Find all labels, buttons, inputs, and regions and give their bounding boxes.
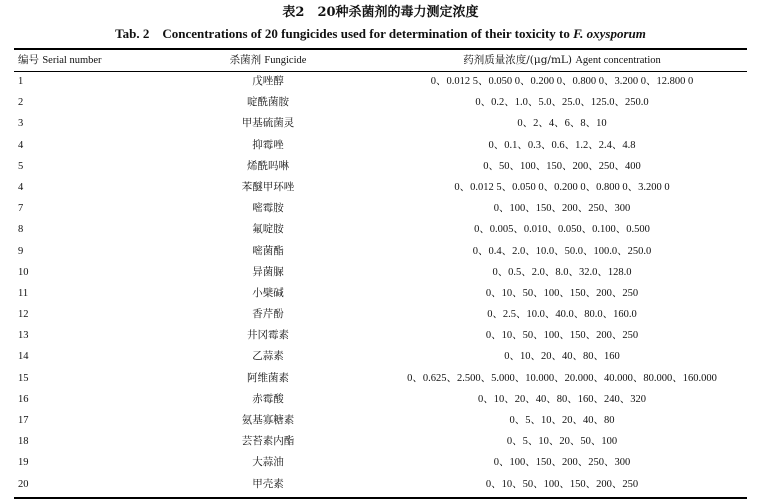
concentration-cell: 0、10、50、100、150、200、250 xyxy=(485,287,639,299)
concentration-cell: 0、0.1、0.3、0.6、1.2、2.4、4.8 xyxy=(488,139,636,151)
table-row xyxy=(0,262,761,283)
header-concentration-cn: 药剂质量浓度/(μg/mL) xyxy=(463,54,572,66)
serial-cell: 11 xyxy=(18,287,29,299)
table-title-species: F. oxysporum xyxy=(573,26,646,41)
serial-cell: 10 xyxy=(18,266,29,278)
header-fungicide-cn: 杀菌剂 xyxy=(229,54,262,66)
serial-cell: 16 xyxy=(18,393,29,405)
concentration-cell: 0、0.5、2.0、8.0、32.0、128.0 xyxy=(492,266,632,278)
fungicide-cell: 芸苔素内酯 xyxy=(241,435,295,448)
serial-cell: 13 xyxy=(18,330,29,342)
header-concentration xyxy=(406,53,718,68)
table-bottom-rule xyxy=(14,497,747,499)
header-fungicide-en: Fungicide xyxy=(264,55,307,66)
table-row xyxy=(0,431,761,452)
concentration-cell: 0、50、100、150、200、250、400 xyxy=(483,160,641,172)
table-row xyxy=(0,474,761,495)
fungicide-cell: 戊唑醇 xyxy=(252,75,284,87)
table-row xyxy=(0,389,761,410)
table-row xyxy=(0,71,761,92)
fungicide-cell: 阿维菌素 xyxy=(247,371,289,384)
table-row xyxy=(0,241,761,262)
fungicide-cell: 异菌脲 xyxy=(252,265,284,278)
concentration-cell: 0、2、4、6、8、10 xyxy=(517,118,607,130)
table-row xyxy=(0,452,761,473)
table-top-rule xyxy=(14,48,747,50)
header-concentration-en: Agent concentration xyxy=(575,55,661,66)
table-row xyxy=(0,177,761,198)
table-row xyxy=(0,156,761,177)
serial-cell: 19 xyxy=(18,457,29,469)
concentration-cell: 0、100、150、200、250、300 xyxy=(493,457,631,469)
table-row xyxy=(0,346,761,367)
serial-cell: 4 xyxy=(18,139,24,151)
fungicide-cell: 嘧菌酯 xyxy=(252,244,284,257)
serial-cell: 2 xyxy=(18,97,24,109)
fungicide-cell: 嘧霉胺 xyxy=(252,202,284,215)
table-row xyxy=(0,283,761,304)
concentration-cell: 0、5、10、20、40、80 xyxy=(509,415,615,426)
table-row xyxy=(0,113,761,134)
table-title-english xyxy=(0,26,761,42)
fungicide-cell: 烯酰吗啉 xyxy=(247,159,289,172)
concentration-cell: 0、100、150、200、250、300 xyxy=(493,203,631,215)
table-row xyxy=(0,304,761,325)
fungicide-cell: 井冈霉素 xyxy=(247,329,289,342)
serial-cell: 7 xyxy=(18,203,24,215)
table-row xyxy=(0,219,761,240)
fungicide-cell: 甲基硫菌灵 xyxy=(241,117,295,130)
concentration-cell: 0、0.4、2.0、10.0、50.0、100.0、250.0 xyxy=(472,245,652,257)
fungicide-cell: 氨基寡糖素 xyxy=(241,414,295,426)
table-row xyxy=(0,410,761,431)
serial-cell: 3 xyxy=(18,118,24,130)
concentration-cell: 0、0.012 5、0.050 0、0.200 0、0.800 0、3.200 0、12.800 0 xyxy=(430,76,694,87)
table-row xyxy=(0,325,761,346)
concentration-cell: 0、10、50、100、150、200、250 xyxy=(485,478,639,490)
concentration-cell: 0、0.005、0.010、0.050、0.100、0.500 xyxy=(474,224,650,236)
fungicide-cell: 苯醚甲环唑 xyxy=(241,180,295,193)
fungicide-cell: 啶酰菌胺 xyxy=(247,96,289,109)
concentration-cell: 0、10、20、40、80、160、240、320 xyxy=(478,393,646,405)
serial-cell: 4 xyxy=(18,181,24,193)
fungicide-cell: 赤霉酸 xyxy=(252,392,284,405)
serial-cell: 20 xyxy=(18,478,29,490)
concentration-cell: 0、5、10、20、50、100 xyxy=(506,436,618,448)
table-row xyxy=(0,135,761,156)
table-row xyxy=(0,198,761,219)
concentration-cell: 0、0.2、1.0、5.0、25.0、125.0、250.0 xyxy=(475,97,649,109)
fungicide-cell: 大蒜油 xyxy=(252,456,284,469)
header-serial-en: Serial number xyxy=(42,55,102,66)
header-serial xyxy=(18,53,102,68)
serial-cell: 1 xyxy=(18,76,24,87)
table-title-english-text: Tab. 2 Concentrations of 20 fungicides used for determination of their toxicity to xyxy=(115,26,574,41)
fungicide-cell: 香芹酚 xyxy=(252,308,284,321)
serial-cell: 18 xyxy=(18,436,29,448)
fungicide-cell: 抑霉唑 xyxy=(252,138,284,151)
table-body xyxy=(0,71,761,495)
fungicide-cell: 氟啶胺 xyxy=(252,223,284,236)
fungicide-cell: 甲壳素 xyxy=(252,477,284,490)
table-row xyxy=(0,92,761,113)
concentration-cell: 0、10、20、40、80、160 xyxy=(504,351,620,363)
concentration-cell: 0、10、50、100、150、200、250 xyxy=(485,330,639,342)
serial-cell: 12 xyxy=(18,309,29,321)
serial-cell: 15 xyxy=(18,372,29,384)
concentration-cell: 0、0.625、2.500、5.000、10.000、20.000、40.000、80.000、160.000 xyxy=(407,372,717,384)
concentration-cell: 0、2.5、10.0、40.0、80.0、160.0 xyxy=(487,309,637,321)
serial-cell: 9 xyxy=(18,245,24,257)
serial-cell: 8 xyxy=(18,224,24,236)
fungicide-cell: 小檗碱 xyxy=(252,286,284,299)
fungicide-cell: 乙蒜素 xyxy=(252,350,284,363)
header-serial-cn: 编号 xyxy=(18,54,39,66)
concentration-cell: 0、0.012 5、0.050 0、0.200 0、0.800 0、3.200 0 xyxy=(454,181,670,193)
serial-cell: 14 xyxy=(18,351,29,363)
table-title-chinese: 表2 20种杀菌剂的毒力测定浓度 xyxy=(282,5,479,20)
table-row xyxy=(0,368,761,389)
serial-cell: 17 xyxy=(18,415,29,426)
serial-cell: 5 xyxy=(18,160,24,172)
header-fungicide xyxy=(198,53,338,68)
